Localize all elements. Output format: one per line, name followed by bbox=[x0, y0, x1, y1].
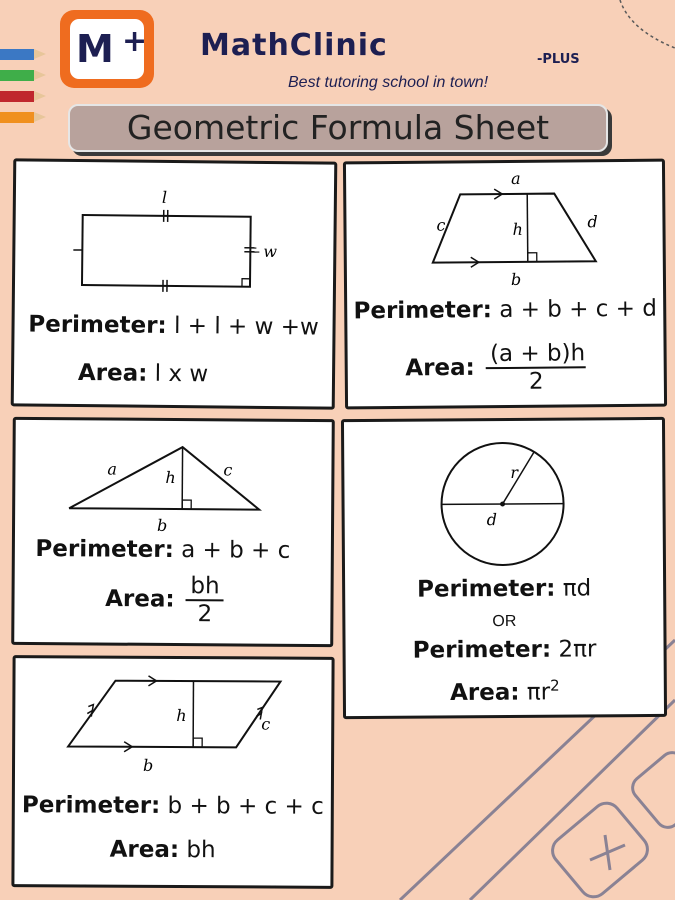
circle-area bbox=[346, 676, 664, 707]
perimeter-value-2: 2πr bbox=[558, 636, 597, 663]
label-a: a bbox=[510, 168, 521, 188]
tagline: Best tutoring school in town! bbox=[288, 74, 489, 91]
parallelogram-area bbox=[5, 836, 321, 864]
page-title: Geometric Formula Sheet bbox=[126, 108, 550, 147]
brand-suffix: -PLUS bbox=[537, 52, 580, 67]
area-value: πr bbox=[526, 679, 551, 706]
green-pencil-icon bbox=[0, 70, 46, 81]
triangle-perimeter bbox=[5, 536, 321, 564]
area-exponent: 2 bbox=[550, 676, 560, 695]
area-fraction bbox=[186, 573, 224, 627]
label-c: c bbox=[436, 215, 446, 235]
red-pencil-icon bbox=[0, 91, 46, 102]
label-r: r bbox=[510, 462, 519, 482]
perimeter-label: Perimeter: bbox=[28, 311, 167, 339]
logo-plus: + bbox=[122, 24, 148, 59]
area-denominator: 2 bbox=[197, 601, 213, 628]
label-c: c bbox=[261, 714, 271, 734]
perimeter-value-1: πd bbox=[562, 575, 592, 602]
area-label: Area: bbox=[449, 679, 520, 707]
area-value: bh bbox=[186, 837, 216, 864]
label-b: b bbox=[510, 269, 522, 289]
area-label: Area: bbox=[109, 836, 180, 864]
perimeter-value: a + b + c bbox=[181, 537, 291, 564]
trapezoid-area bbox=[338, 340, 654, 397]
rectangle-perimeter bbox=[14, 311, 332, 340]
circle-card bbox=[341, 417, 667, 719]
blue-pencil-icon bbox=[0, 49, 46, 60]
label-l: l bbox=[161, 187, 168, 207]
circle-diagram bbox=[344, 420, 663, 572]
area-value: l x w bbox=[154, 360, 209, 388]
orange-pencil-icon bbox=[0, 112, 46, 123]
perimeter-value: l + l + w +w bbox=[173, 313, 319, 341]
parallelogram-perimeter bbox=[15, 792, 331, 820]
area-label: Area: bbox=[405, 354, 475, 382]
area-label: Area: bbox=[77, 359, 148, 387]
circle-perimeter-1 bbox=[345, 575, 663, 603]
perimeter-value: a + b + c + d bbox=[499, 295, 657, 324]
label-b: b bbox=[142, 755, 154, 775]
trapezoid-perimeter bbox=[347, 296, 663, 325]
label-h: h bbox=[176, 706, 187, 726]
brand-suffix-text: PLUS bbox=[542, 52, 580, 67]
triangle-diagram bbox=[15, 420, 332, 542]
circle-perimeter-2 bbox=[345, 636, 663, 664]
label-d: d bbox=[587, 212, 598, 232]
area-denominator: 2 bbox=[528, 368, 544, 395]
logo-letter: M bbox=[76, 27, 113, 71]
trapezoid-diagram bbox=[346, 162, 663, 295]
rectangle-card bbox=[11, 158, 338, 409]
area-numerator: bh bbox=[186, 573, 224, 601]
perimeter-label: Perimeter: bbox=[353, 297, 493, 325]
trapezoid-card bbox=[343, 159, 667, 410]
triangle-area bbox=[6, 572, 322, 628]
title-banner bbox=[68, 104, 608, 152]
label-d: d bbox=[486, 510, 497, 530]
label-w: w bbox=[263, 241, 278, 262]
area-fraction bbox=[486, 340, 586, 395]
perimeter-label: Perimeter: bbox=[416, 575, 556, 603]
rectangle-diagram bbox=[15, 161, 334, 304]
area-label: Area: bbox=[105, 586, 175, 613]
perimeter-label-2: Perimeter: bbox=[412, 636, 552, 664]
perimeter-label: Perimeter: bbox=[35, 536, 174, 564]
rectangle-area bbox=[0, 359, 302, 388]
perimeter-label: Perimeter: bbox=[21, 792, 161, 819]
brand-name: MathClinic bbox=[200, 28, 388, 63]
area-numerator: (a + b)h bbox=[486, 340, 586, 369]
or-separator: OR bbox=[492, 612, 517, 631]
triangle-card bbox=[11, 417, 335, 647]
brand-logo bbox=[60, 10, 154, 88]
parallelogram-diagram bbox=[15, 658, 332, 780]
label-c: c bbox=[223, 460, 233, 480]
label-h: h bbox=[165, 467, 176, 488]
label-b: b bbox=[156, 515, 168, 535]
perimeter-value: b + b + c + c bbox=[167, 792, 324, 820]
label-h: h bbox=[512, 219, 523, 239]
parallelogram-card bbox=[11, 655, 334, 889]
label-a: a bbox=[107, 459, 118, 479]
